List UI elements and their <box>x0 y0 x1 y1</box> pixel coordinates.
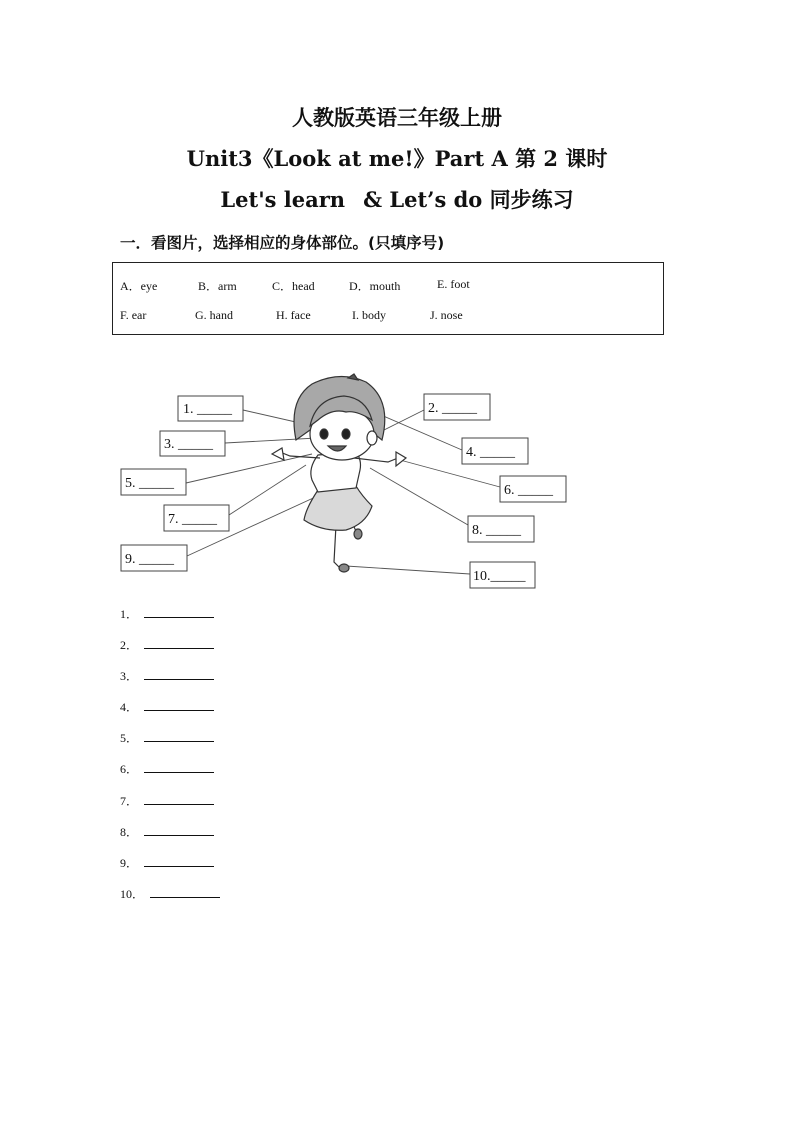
label-8-text: 8. _____ <box>472 523 521 538</box>
answer-blank[interactable] <box>144 667 214 680</box>
label-8 <box>468 516 534 542</box>
answer-blank[interactable] <box>144 760 214 773</box>
answer-number: 1． <box>120 607 139 621</box>
answer-row-8 <box>120 823 214 840</box>
lesson-title-part-a: Let's learn <box>220 187 346 212</box>
option-e: E. foot <box>437 277 470 291</box>
unit-title: Unit3《Look at me!》Part A 第 2 课时 <box>186 146 608 171</box>
answer-row-10 <box>120 885 220 902</box>
answer-number: 9． <box>120 856 139 870</box>
option-i: I. body <box>352 308 386 322</box>
label-5 <box>121 469 186 495</box>
answer-blank[interactable] <box>144 729 214 742</box>
label-1-text: 1. _____ <box>183 402 232 417</box>
answer-number: 6． <box>120 762 139 776</box>
answer-blank[interactable] <box>144 636 214 649</box>
answer-number: 5． <box>120 731 139 745</box>
answer-number: 10． <box>120 887 145 901</box>
answer-row-3 <box>120 667 214 684</box>
label-10 <box>470 562 535 588</box>
label-10-text: 10._____ <box>473 569 526 584</box>
option-h: H. face <box>276 308 311 322</box>
leader-8 <box>370 468 468 525</box>
answer-blank[interactable] <box>144 605 214 618</box>
label-5-text: 5. _____ <box>125 476 174 491</box>
label-4-text: 4. _____ <box>466 445 515 460</box>
label-3-text: 3. _____ <box>164 437 213 452</box>
answer-row-4 <box>120 698 214 715</box>
answer-row-5 <box>120 729 214 746</box>
label-2-text: 2. _____ <box>428 401 477 416</box>
label-9-text: 9. _____ <box>125 552 174 567</box>
label-6-text: 6. _____ <box>504 483 553 498</box>
options-box <box>112 262 664 335</box>
label-9 <box>121 545 187 571</box>
option-b: B．arm <box>198 279 237 293</box>
answer-row-6 <box>120 760 214 777</box>
option-d: D．mouth <box>349 279 401 293</box>
option-j: J. nose <box>430 308 463 322</box>
answer-number: 8． <box>120 825 139 839</box>
answer-number: 3． <box>120 669 139 683</box>
answer-row-7 <box>120 792 214 809</box>
label-7 <box>164 505 229 531</box>
label-3 <box>160 431 225 456</box>
answer-row-9 <box>120 854 214 871</box>
answer-number: 4． <box>120 700 139 714</box>
section-1-title: 一．看图片，选择相应的身体部位。(只填序号) <box>120 234 445 252</box>
answer-number: 2． <box>120 638 139 652</box>
answer-row-1 <box>120 605 214 622</box>
label-1 <box>178 396 243 421</box>
option-g: G. hand <box>195 308 233 322</box>
body-parts-picture <box>0 360 794 600</box>
option-a: A．eye <box>120 279 158 293</box>
option-c: C．head <box>272 279 315 293</box>
answer-blank[interactable] <box>144 792 214 805</box>
leader-10 <box>346 566 470 574</box>
leader-5 <box>186 454 312 483</box>
label-6 <box>500 476 566 502</box>
answer-blank[interactable] <box>144 854 214 867</box>
answer-blank[interactable] <box>144 698 214 711</box>
option-f: F. ear <box>120 308 147 322</box>
worksheet-title: 人教版英语三年级上册 <box>292 105 502 130</box>
lesson-title <box>0 187 794 213</box>
lesson-title-part-b: & Let’s do 同步练习 <box>363 187 574 212</box>
answer-number: 7． <box>120 794 139 808</box>
answer-blank[interactable] <box>144 823 214 836</box>
label-2 <box>424 394 490 420</box>
label-4 <box>462 438 528 464</box>
label-7-text: 7. _____ <box>168 512 217 527</box>
answer-blank[interactable] <box>150 885 220 898</box>
leader-7 <box>229 465 306 515</box>
answer-row-2 <box>120 636 214 653</box>
girl-illustration <box>272 374 406 572</box>
